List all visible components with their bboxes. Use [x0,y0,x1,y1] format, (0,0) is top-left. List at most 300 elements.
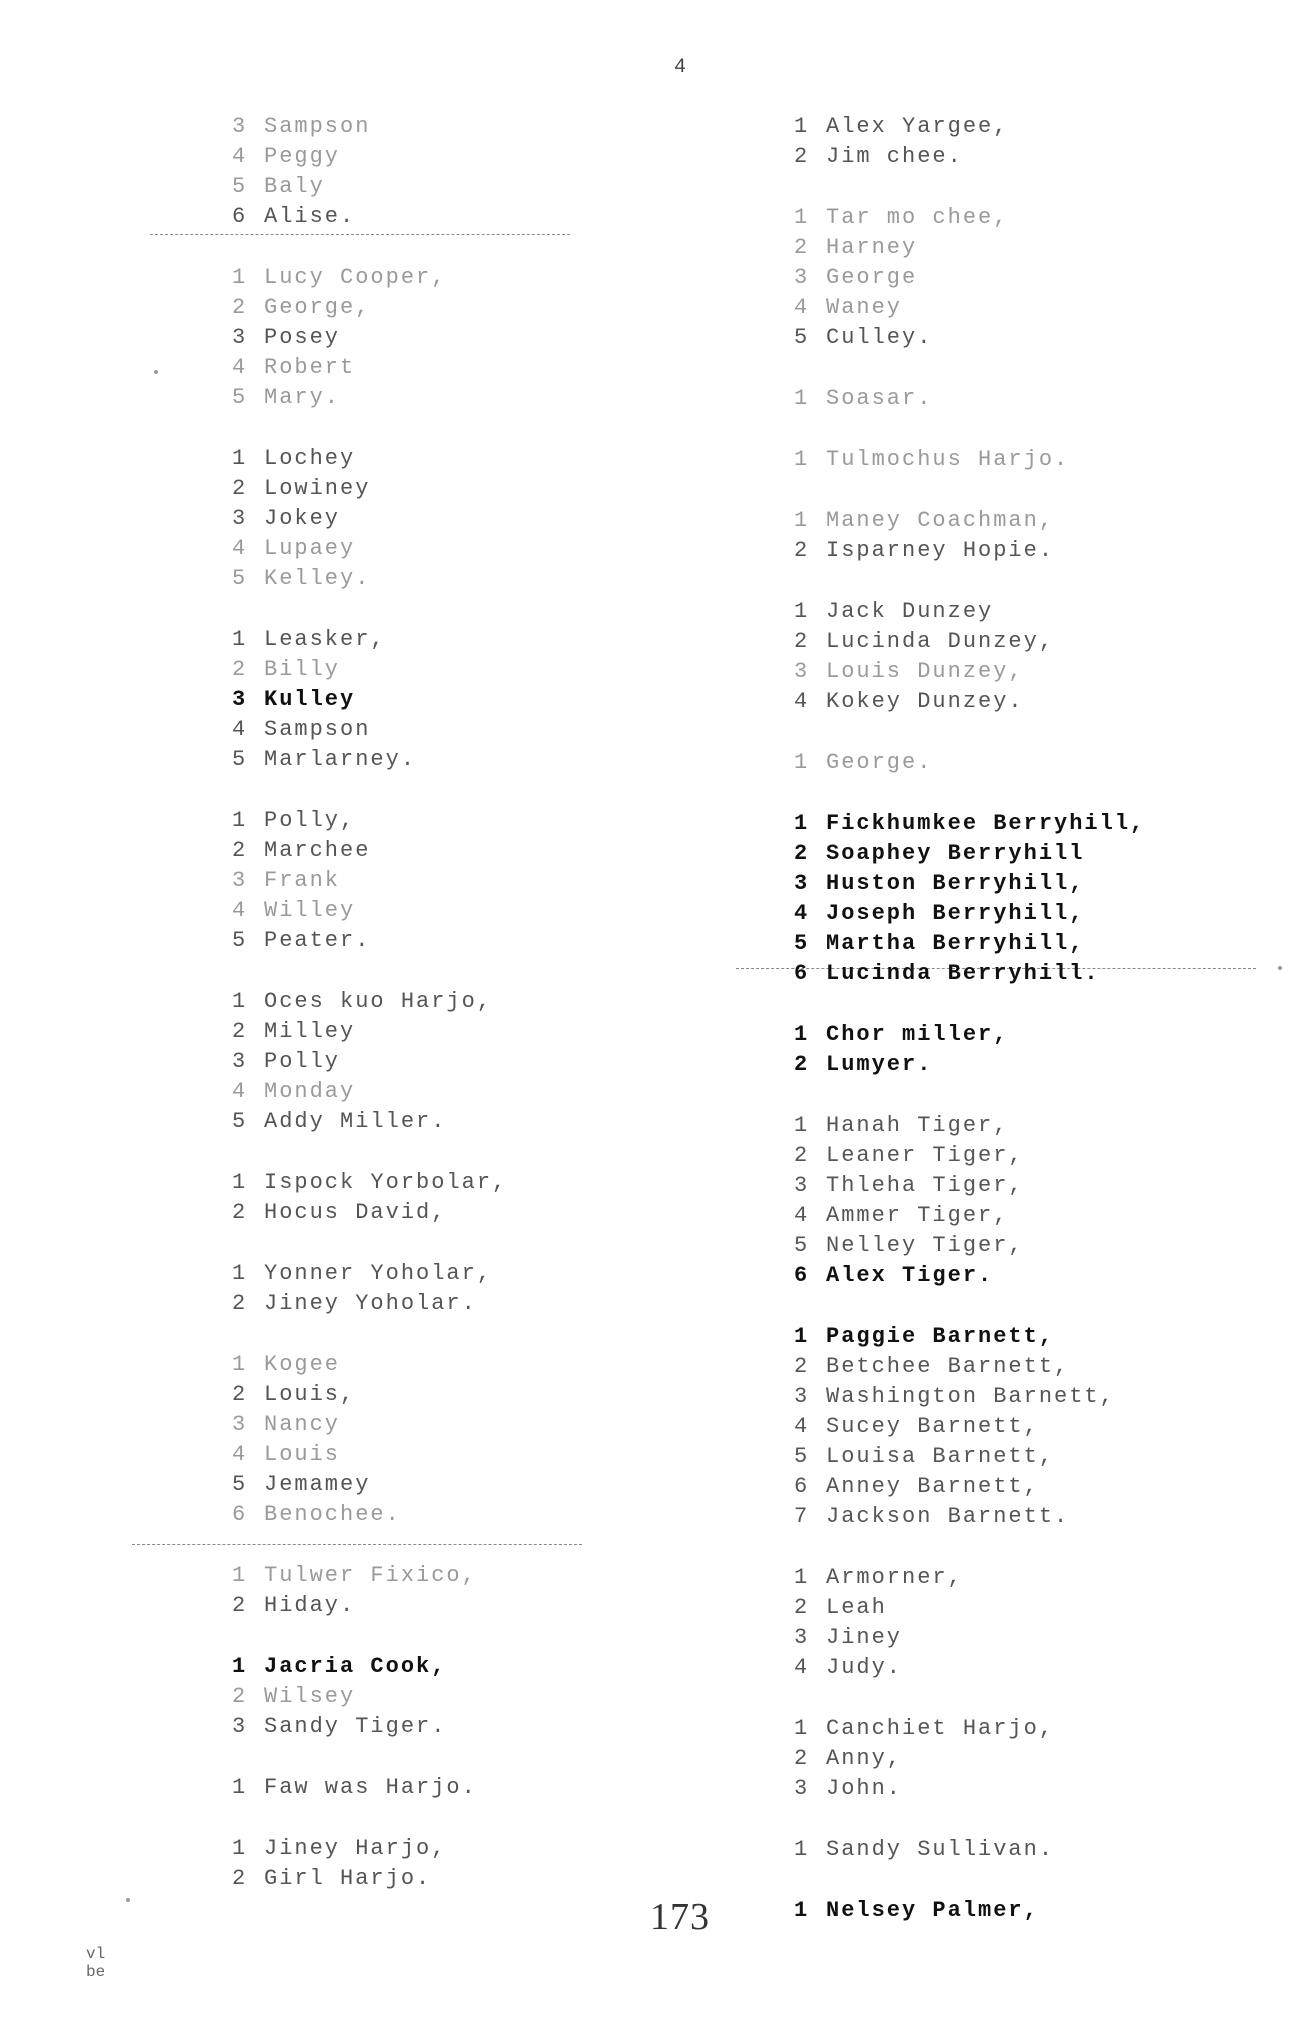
entry-name: Canchiet Harjo, [826,1716,1055,1741]
entry-number: 2 [794,1595,810,1620]
entry-name: Robert [264,355,356,380]
name-entry [232,112,507,142]
entry-name: Martha Berryhill, [826,931,1085,956]
name-entry [794,1593,1145,1623]
entry-name: Mary. [264,385,341,410]
entry-number: 5 [232,566,248,591]
name-entry [794,627,1145,657]
entry-name: Alise. [264,204,356,229]
name-entry [232,1168,507,1198]
family-group [232,987,507,1137]
entry-name: Peggy [264,144,341,169]
entry-name: Hocus David, [264,1200,447,1225]
paper-speck [154,370,158,374]
entry-number: 1 [232,627,248,652]
entry-name: Maney Coachman, [826,508,1055,533]
margin-mark: vl be [86,1945,106,1981]
name-entry [232,926,507,956]
name-entry [232,534,507,564]
entry-name: Jim chee. [826,144,963,169]
entry-number: 6 [794,1474,810,1499]
name-entry [794,384,1145,414]
name-entry [232,1410,507,1440]
entry-number: 3 [232,687,248,712]
family-group [794,597,1145,717]
entry-name: Ammer Tiger, [826,1203,1009,1228]
family-group [232,444,507,594]
entry-name: John. [826,1776,903,1801]
entry-name: Sandy Tiger. [264,1714,447,1739]
entry-name: Judy. [826,1655,903,1680]
family-group [232,112,507,232]
paper-speck [126,1898,130,1902]
entry-number: 4 [794,689,810,714]
name-entry [794,748,1145,778]
entry-name: Joseph Berryhill, [826,901,1085,926]
name-entry [794,1352,1145,1382]
entry-number: 1 [794,1565,810,1590]
family-group [232,1652,507,1742]
entry-name: Lucy Cooper, [264,265,447,290]
entry-number: 1 [794,1113,810,1138]
entry-name: Anny, [826,1746,903,1771]
family-group [232,1350,507,1530]
name-entry [232,1591,507,1621]
entry-number: 3 [794,1776,810,1801]
entry-number: 1 [794,447,810,472]
entry-name: Kogee [264,1352,341,1377]
name-entry [232,1561,507,1591]
entry-number: 2 [794,841,810,866]
entry-number: 1 [794,114,810,139]
entry-name: Lucinda Dunzey, [826,629,1055,654]
entry-number: 5 [232,928,248,953]
entry-name: Sampson [264,717,371,742]
entry-number: 3 [232,114,248,139]
name-entry [232,172,507,202]
name-entry [232,474,507,504]
entry-number: 2 [232,476,248,501]
name-entry [794,1141,1145,1171]
entry-number: 3 [794,659,810,684]
name-entry [232,1198,507,1228]
entry-name: Peater. [264,928,371,953]
entry-name: Milley [264,1019,356,1044]
name-entry [794,597,1145,627]
name-entry [794,657,1145,687]
family-group [794,1111,1145,1291]
entry-number: 2 [232,1684,248,1709]
name-entry [232,715,507,745]
entry-name: Betchee Barnett, [826,1354,1070,1379]
entry-name: Jack Dunzey [826,599,994,624]
left-name-column [232,112,507,1925]
entry-number: 2 [232,295,248,320]
name-entry [232,1380,507,1410]
entry-number: 2 [794,1746,810,1771]
entry-number: 6 [232,204,248,229]
entry-name: Polly [264,1049,341,1074]
name-entry [232,263,507,293]
entry-name: Armorner, [826,1565,963,1590]
entry-name: Yonner Yoholar, [264,1261,493,1286]
entry-name: Kulley [264,687,356,712]
name-entry [794,1502,1145,1532]
entry-number: 2 [794,1354,810,1379]
entry-number: 1 [232,446,248,471]
name-entry [232,323,507,353]
name-entry [232,1864,507,1894]
name-entry [232,625,507,655]
entry-name: Jokey [264,506,341,531]
name-entry [232,1652,507,1682]
entry-number: 4 [794,1414,810,1439]
family-group [794,1714,1145,1804]
entry-number: 6 [232,1502,248,1527]
entry-number: 5 [232,1109,248,1134]
name-entry [794,1744,1145,1774]
family-group [794,748,1145,778]
name-entry [232,444,507,474]
entry-name: Lowiney [264,476,371,501]
entry-number: 4 [232,1442,248,1467]
name-entry [232,1834,507,1864]
entry-name: Leah [826,1595,887,1620]
name-entry [232,1440,507,1470]
entry-number: 1 [794,1898,810,1923]
family-group [794,506,1145,566]
entry-name: Benochee. [264,1502,401,1527]
entry-number: 4 [232,717,248,742]
entry-number: 1 [232,1836,248,1861]
entry-name: Addy Miller. [264,1109,447,1134]
entry-name: Frank [264,868,341,893]
entry-name: Hanah Tiger, [826,1113,1009,1138]
entry-number: 2 [232,657,248,682]
entry-name: Girl Harjo. [264,1866,432,1891]
name-entry [794,1412,1145,1442]
name-entry [232,806,507,836]
name-entry [794,1442,1145,1472]
entry-name: Anney Barnett, [826,1474,1039,1499]
name-entry [232,1682,507,1712]
name-entry [794,1050,1145,1080]
entry-number: 3 [232,1412,248,1437]
entry-number: 1 [794,1324,810,1349]
entry-name: Louis [264,1442,341,1467]
entry-number: 1 [232,989,248,1014]
entry-number: 4 [232,1079,248,1104]
entry-name: Louisa Barnett, [826,1444,1055,1469]
entry-name: Louis Dunzey, [826,659,1024,684]
name-entry [794,839,1145,869]
name-entry [232,1470,507,1500]
entry-number: 1 [232,1654,248,1679]
name-entry [794,1201,1145,1231]
family-group [232,1168,507,1228]
entry-number: 4 [232,144,248,169]
entry-name: Nelsey Palmer, [826,1898,1039,1923]
entry-name: Huston Berryhill, [826,871,1085,896]
name-entry [794,1896,1145,1926]
family-group [794,1563,1145,1683]
entry-number: 5 [794,325,810,350]
entry-name: Soasar. [826,386,933,411]
name-entry [232,293,507,323]
entry-number: 3 [794,1384,810,1409]
entry-number: 3 [232,325,248,350]
family-group [794,203,1145,353]
entry-name: Jiney Yoholar. [264,1291,477,1316]
entry-name: Thleha Tiger, [826,1173,1024,1198]
name-entry [232,564,507,594]
name-entry [794,1261,1145,1291]
entry-name: Harney [826,235,918,260]
entry-number: 3 [794,265,810,290]
entry-number: 2 [232,1019,248,1044]
name-entry [232,504,507,534]
name-entry [232,896,507,926]
entry-name: Jiney Harjo, [264,1836,447,1861]
entry-name: George [826,265,918,290]
entry-name: Polly, [264,808,356,833]
entry-name: Alex Yargee, [826,114,1009,139]
entry-name: Lochey [264,446,356,471]
name-entry [794,1231,1145,1261]
name-entry [232,987,507,1017]
entry-name: Billy [264,657,341,682]
entry-number: 2 [794,1052,810,1077]
entry-number: 2 [794,538,810,563]
name-entry [794,323,1145,353]
entry-number: 1 [794,508,810,533]
name-entry [794,142,1145,172]
entry-name: Ispock Yorbolar, [264,1170,508,1195]
entry-name: Fickhumkee Berryhill, [826,811,1146,836]
entry-name: Sucey Barnett, [826,1414,1039,1439]
entry-name: Sandy Sullivan. [826,1837,1055,1862]
name-entry [794,536,1145,566]
entry-name: Baly [264,174,325,199]
entry-number: 1 [232,1352,248,1377]
name-entry [794,1111,1145,1141]
entry-name: Kokey Dunzey. [826,689,1024,714]
name-entry [794,809,1145,839]
entry-number: 1 [794,1022,810,1047]
entry-name: Wilsey [264,1684,356,1709]
entry-number: 2 [232,1291,248,1316]
name-entry [232,142,507,172]
entry-number: 1 [232,265,248,290]
family-group [232,1773,507,1803]
family-group [232,263,507,413]
name-entry [232,745,507,775]
entry-number: 3 [232,1049,248,1074]
entry-number: 2 [232,838,248,863]
entry-name: Jemamey [264,1472,371,1497]
entry-name: Jacria Cook, [264,1654,447,1679]
family-group [794,1020,1145,1080]
family-group [232,806,507,956]
name-entry [794,1382,1145,1412]
footer-page-number: 173 [650,1896,710,1938]
entry-name: Tar mo chee, [826,205,1009,230]
entry-number: 1 [232,1563,248,1588]
entry-number: 4 [232,898,248,923]
name-entry [794,263,1145,293]
name-entry [232,383,507,413]
entry-name: Hiday. [264,1593,356,1618]
name-entry [794,1653,1145,1683]
entry-name: Marchee [264,838,371,863]
entry-name: Leaner Tiger, [826,1143,1024,1168]
name-entry [232,1047,507,1077]
entry-number: 1 [794,599,810,624]
entry-number: 1 [794,205,810,230]
entry-name: Waney [826,295,903,320]
family-group [794,384,1145,414]
entry-name: Faw was Harjo. [264,1775,477,1800]
entry-name: Posey [264,325,341,350]
entry-number: 1 [794,1716,810,1741]
entry-number: 6 [794,1263,810,1288]
name-entry [794,899,1145,929]
entry-name: Tulwer Fixico, [264,1563,477,1588]
entry-number: 5 [794,931,810,956]
entry-number: 5 [232,174,248,199]
name-entry [794,869,1145,899]
entry-name: Lumyer. [826,1052,933,1077]
name-entry [794,959,1145,989]
entry-number: 5 [794,1444,810,1469]
name-entry [794,506,1145,536]
entry-name: Washington Barnett, [826,1384,1115,1409]
entry-name: Sampson [264,114,371,139]
entry-name: Lucinda Berryhill. [826,961,1100,986]
name-entry [232,1773,507,1803]
entry-number: 4 [232,355,248,380]
entry-number: 1 [232,808,248,833]
page-number: 4 [674,56,687,79]
family-group [232,625,507,775]
entry-number: 2 [232,1866,248,1891]
name-entry [794,445,1145,475]
entry-number: 7 [794,1504,810,1529]
entry-name: Isparney Hopie. [826,538,1055,563]
entry-number: 1 [794,1837,810,1862]
family-group [232,1834,507,1894]
name-entry [794,1714,1145,1744]
name-entry [794,1835,1145,1865]
entry-number: 2 [794,235,810,260]
entry-number: 5 [232,1472,248,1497]
name-entry [232,202,507,232]
family-group [794,1896,1145,1926]
entry-name: Culley. [826,325,933,350]
name-entry [794,1020,1145,1050]
family-group [794,809,1145,989]
family-group [794,445,1145,475]
family-group [794,1835,1145,1865]
entry-number: 1 [794,750,810,775]
name-entry [794,1171,1145,1201]
entry-name: Oces kuo Harjo, [264,989,493,1014]
entry-name: Lupaey [264,536,356,561]
name-entry [794,1774,1145,1804]
entry-number: 2 [232,1200,248,1225]
entry-number: 1 [232,1261,248,1286]
entry-number: 4 [232,536,248,561]
name-entry [232,353,507,383]
entry-name: Soaphey Berryhill [826,841,1085,866]
right-name-column [794,112,1145,1957]
entry-number: 1 [232,1170,248,1195]
name-entry [232,1017,507,1047]
family-group [232,1561,507,1621]
name-entry [232,1107,507,1137]
entry-number: 3 [794,1173,810,1198]
entry-number: 2 [232,1593,248,1618]
family-group [794,1322,1145,1532]
name-entry [232,685,507,715]
entry-number: 5 [232,385,248,410]
entry-name: Nancy [264,1412,341,1437]
entry-number: 2 [794,629,810,654]
entry-name: George, [264,295,371,320]
entry-number: 3 [232,1714,248,1739]
name-entry [232,1259,507,1289]
name-entry [232,1350,507,1380]
entry-number: 1 [232,1775,248,1800]
name-entry [794,203,1145,233]
name-entry [794,1563,1145,1593]
name-entry [794,233,1145,263]
family-group [794,112,1145,172]
entry-number: 3 [794,1625,810,1650]
entry-name: Nelley Tiger, [826,1233,1024,1258]
entry-number: 6 [794,961,810,986]
entry-name: Leasker, [264,627,386,652]
entry-number: 4 [794,901,810,926]
name-entry [232,1077,507,1107]
entry-number: 3 [794,871,810,896]
entry-number: 1 [794,811,810,836]
paper-speck [1278,966,1282,970]
name-entry [232,1500,507,1530]
name-entry [232,836,507,866]
family-group [232,1259,507,1319]
entry-number: 2 [794,1143,810,1168]
entry-name: Kelley. [264,566,371,591]
entry-number: 4 [794,1655,810,1680]
entry-name: Monday [264,1079,356,1104]
name-entry [232,866,507,896]
entry-number: 2 [794,144,810,169]
entry-name: Chor miller, [826,1022,1009,1047]
entry-number: 3 [232,506,248,531]
entry-name: Jackson Barnett. [826,1504,1070,1529]
name-entry [794,1472,1145,1502]
entry-name: Marlarney. [264,747,417,772]
entry-number: 3 [232,868,248,893]
name-entry [794,687,1145,717]
entry-name: George. [826,750,933,775]
entry-number: 4 [794,295,810,320]
entry-number: 5 [794,1233,810,1258]
name-entry [794,1322,1145,1352]
entry-name: Willey [264,898,356,923]
name-entry [794,929,1145,959]
